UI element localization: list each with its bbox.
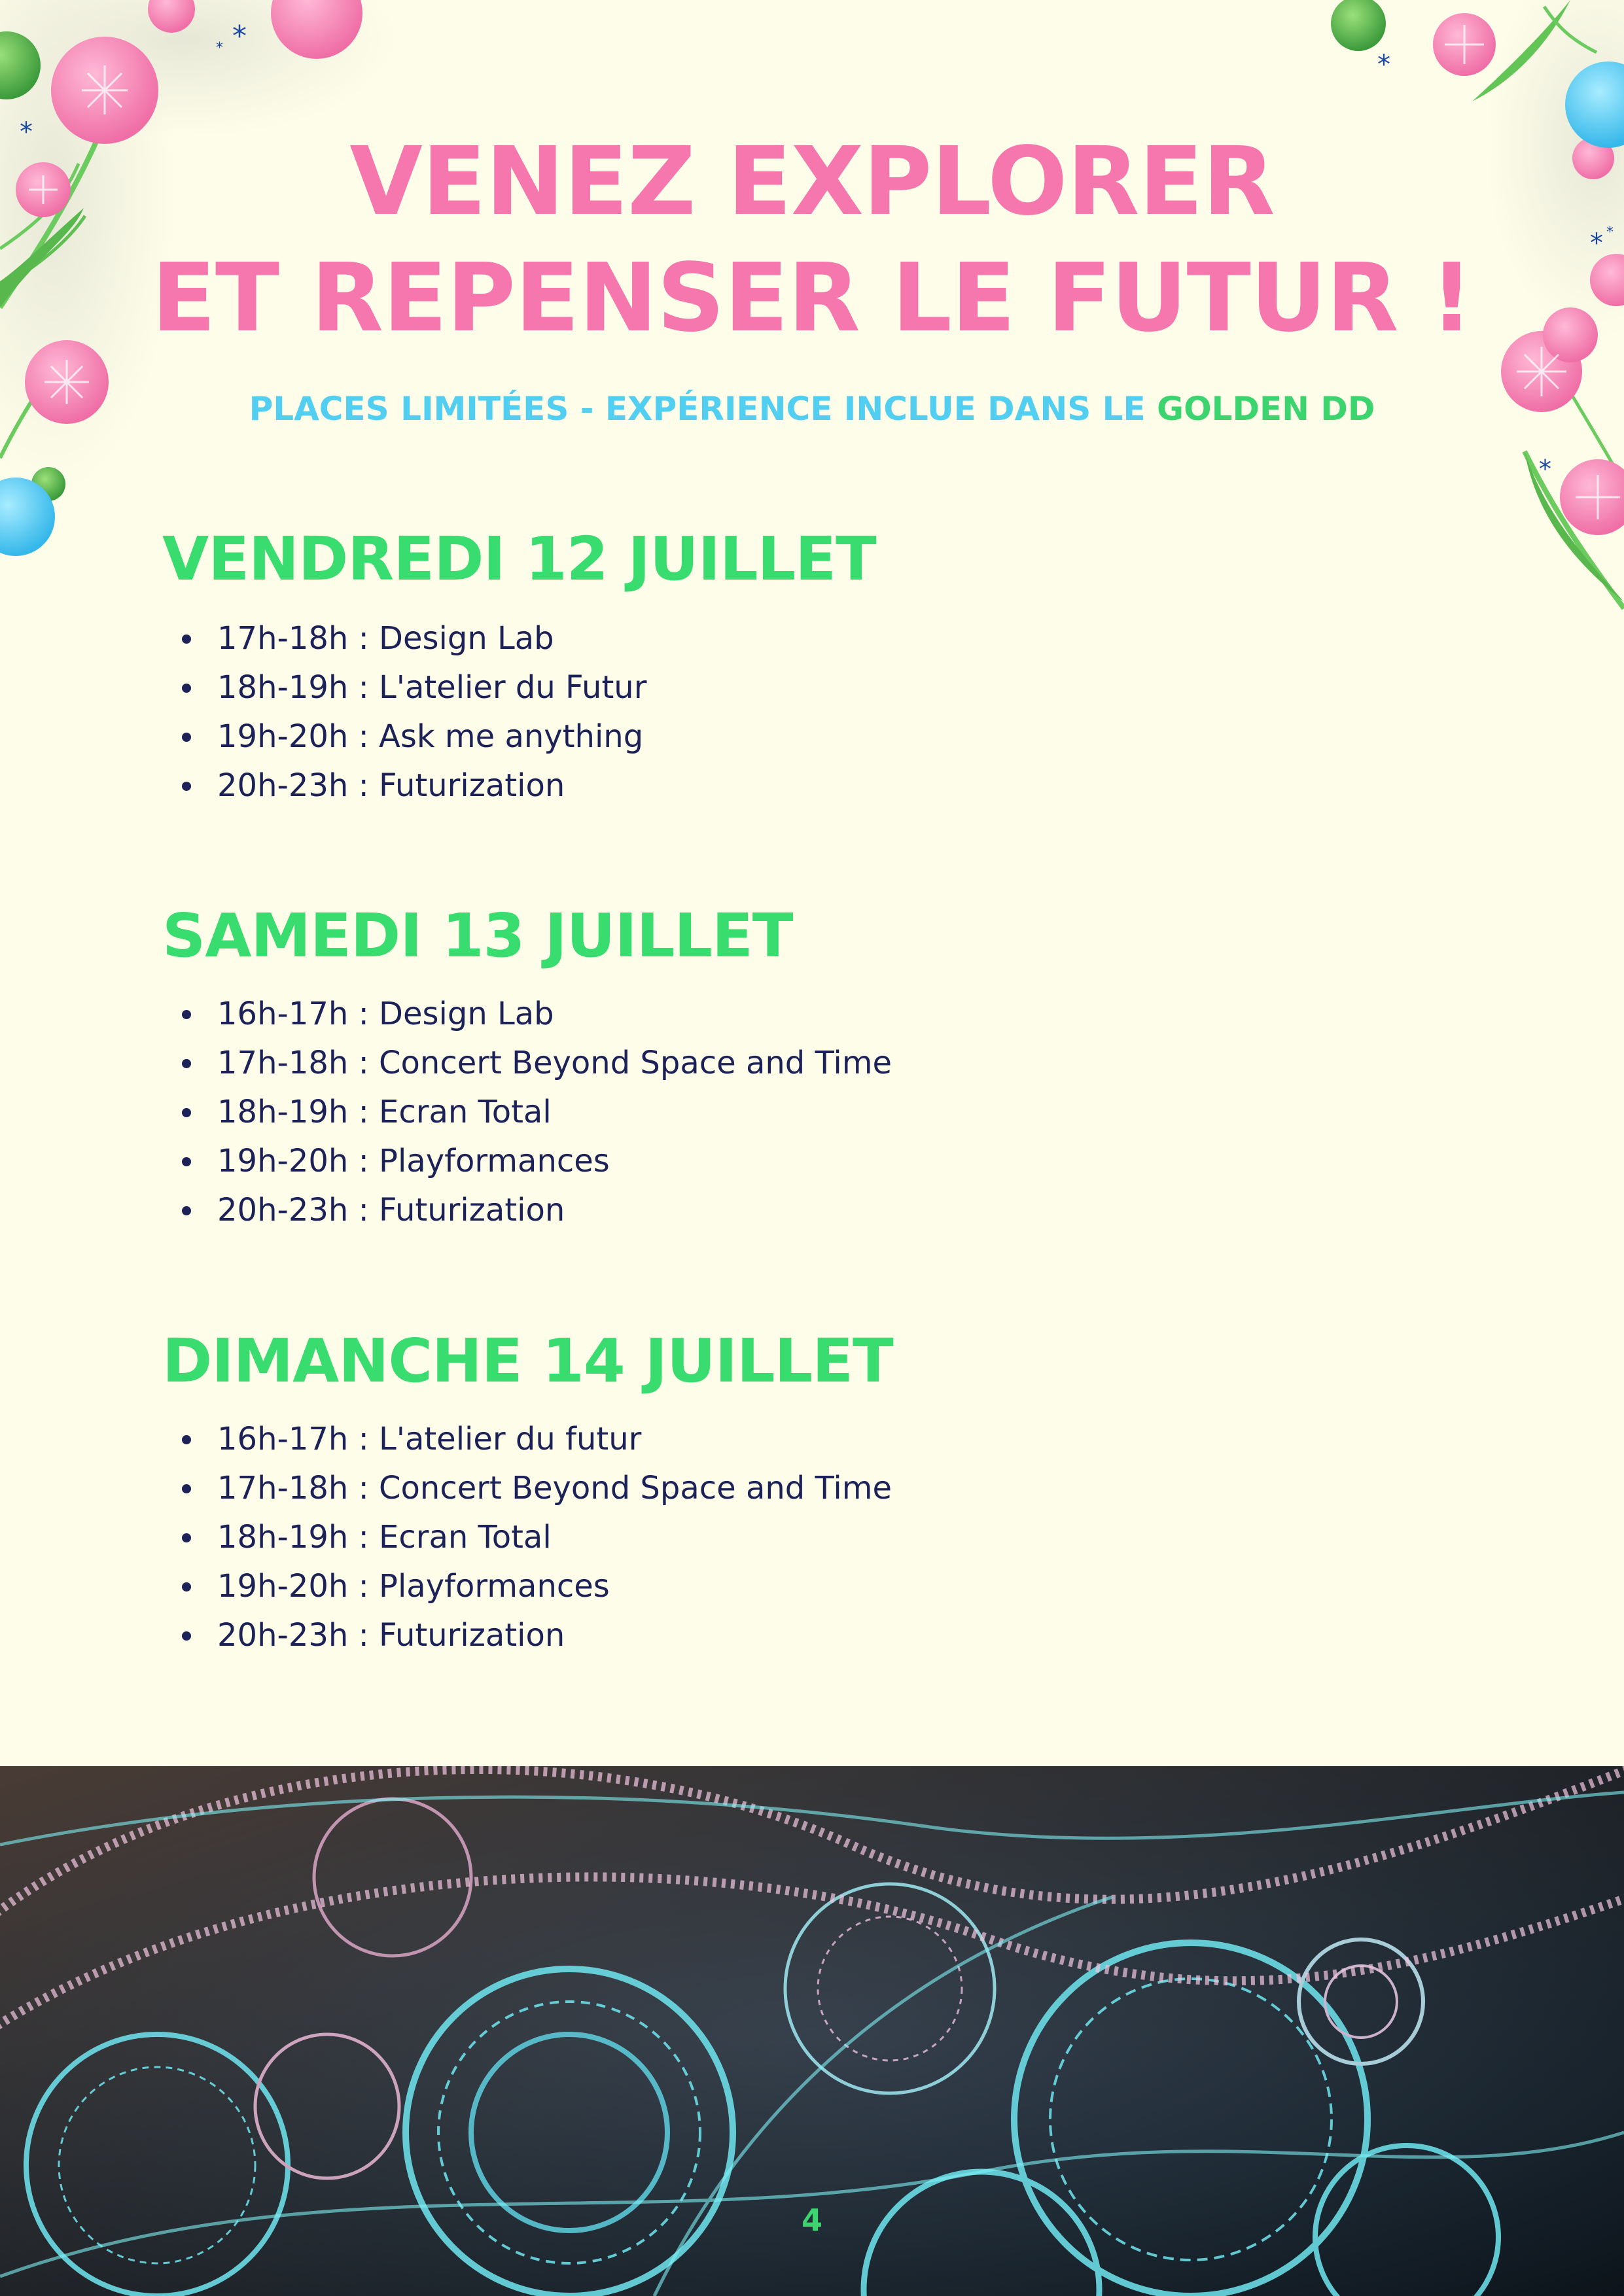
day-heading-sunday: DIMANCHE 14 JUILLET [162, 1326, 893, 1396]
svg-text:*: * [232, 20, 247, 53]
svg-text:*: * [1590, 228, 1603, 258]
schedule-item: 19h-20h : Playformances [162, 1137, 892, 1186]
day-heading-friday: VENDREDI 12 JUILLET [162, 524, 876, 594]
schedule-item: 16h-17h : Design Lab [162, 990, 892, 1039]
schedule-list-saturday [162, 990, 892, 1235]
svg-text:*: * [1606, 224, 1614, 241]
schedule-item: 19h-20h : Ask me anything [162, 712, 646, 761]
schedule-list-friday [162, 614, 646, 810]
day-heading-saturday: SAMEDI 13 JUILLET [162, 901, 793, 971]
schedule-item: 20h-23h : Futurization [162, 761, 646, 810]
schedule-item: 18h-19h : Ecran Total [162, 1088, 892, 1137]
svg-text:*: * [216, 40, 223, 56]
schedule-item: 17h-18h : Design Lab [162, 614, 646, 663]
subtitle-main: PLACES LIMITÉES - EXPÉRIENCE INCLUE DANS LE [249, 390, 1157, 428]
headline-line-1: VENEZ EXPLORER [349, 126, 1275, 236]
svg-text:*: * [20, 117, 33, 147]
svg-text:*: * [1377, 50, 1390, 80]
schedule-item: 17h-18h : Concert Beyond Space and Time [162, 1039, 892, 1088]
schedule-item: 17h-18h : Concert Beyond Space and Time [162, 1464, 892, 1513]
schedule-item: 18h-19h : Ecran Total [162, 1513, 892, 1562]
svg-text:*: * [1539, 455, 1551, 483]
schedule-item: 16h-17h : L'atelier du futur [162, 1415, 892, 1464]
schedule-item: 20h-23h : Futurization [162, 1186, 892, 1235]
subtitle [0, 386, 1624, 432]
subtitle-highlight: GOLDEN DD [1157, 390, 1375, 428]
page-headline [0, 123, 1624, 356]
schedule-item: 20h-23h : Futurization [162, 1611, 892, 1660]
page-number: 4 [801, 2202, 822, 2238]
schedule-list-sunday [162, 1415, 892, 1660]
schedule-item: 18h-19h : L'atelier du Futur [162, 663, 646, 712]
headline-line-2: ET REPENSER LE FUTUR ! [151, 243, 1473, 353]
schedule-item: 19h-20h : Playformances [162, 1562, 892, 1611]
